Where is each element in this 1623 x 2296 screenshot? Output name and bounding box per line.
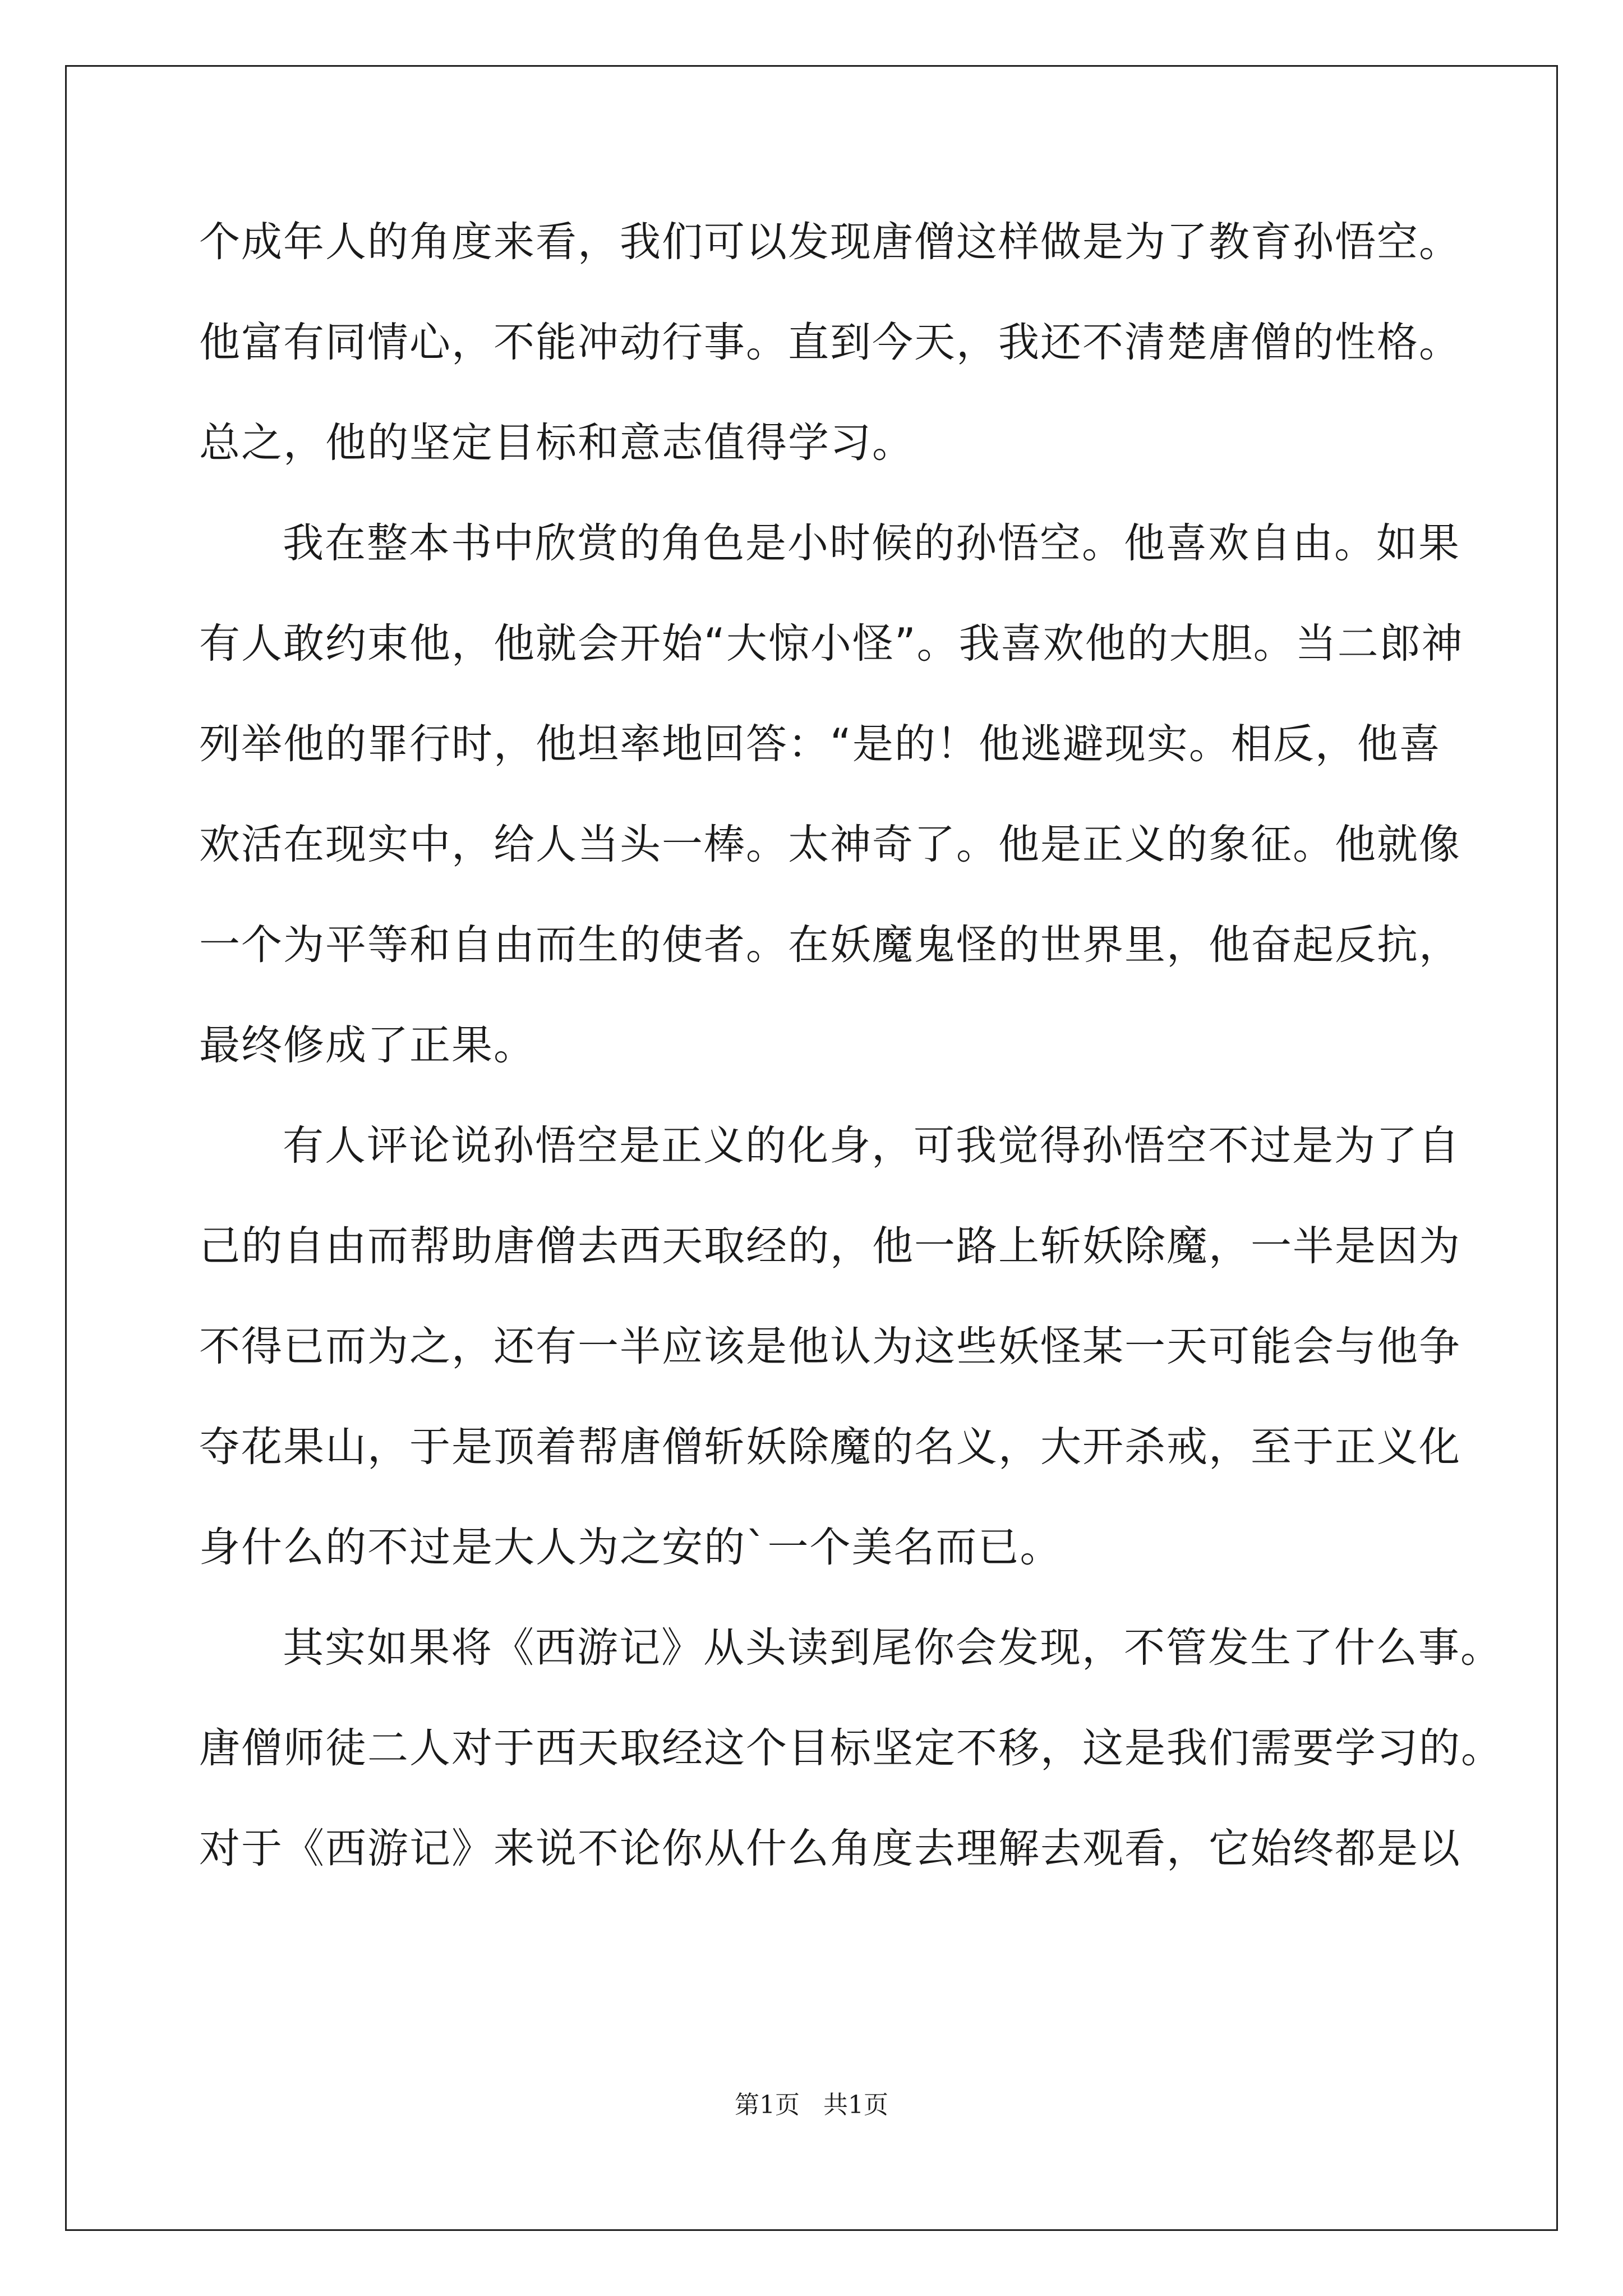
- text-line: 个成年人的角度来看，我们可以发现唐僧这样做是为了教育孙悟空。: [199, 218, 1461, 266]
- text-line: 他富有同情心，不能冲动行事。直到今天，我还不清楚唐僧的性格。: [199, 319, 1461, 366]
- page-footer: 第1页 共1页: [735, 2091, 888, 2119]
- text-line: 其实如果将《西游记》从头读到尾你会发现，不管发生了什么事。: [283, 1624, 1502, 1672]
- text-line: 欢活在现实中，给人当头一棒。太神奇了。他是正义的象征。他就像: [199, 821, 1461, 868]
- text-line: 总之，他的坚定目标和意志值得学习。: [199, 419, 914, 467]
- text-line: 身什么的不过是大人为之安的`一个美名而已。: [199, 1524, 1062, 1571]
- text-line: 有人敢约束他，他就会开始“大惊小怪”。我喜欢他的大胆。当二郎神: [199, 620, 1464, 668]
- text-line: 夺花果山，于是顶着帮唐僧斩妖除魔的名义，大开杀戒，至于正义化: [199, 1423, 1461, 1471]
- text-line: 我在整本书中欣赏的角色是小时候的孙悟空。他喜欢自由。如果: [283, 519, 1460, 567]
- paragraph: [199, 218, 1461, 519]
- text-line: 对于《西游记》来说不论你从什么角度去理解去观看，它始终都是以: [199, 1825, 1461, 1872]
- paragraph: [199, 1623, 1503, 1925]
- text-line: 己的自由而帮助唐僧去西天取经的，他一路上斩妖除魔，一半是因为: [199, 1222, 1461, 1270]
- paragraph: [199, 1121, 1461, 1623]
- text-line: 有人评论说孙悟空是正义的化身，可我觉得孙悟空不过是为了自: [283, 1122, 1460, 1170]
- text-line: 列举他的罪行时，他坦率地回答：“是的！他逃避现实。相反，他喜: [199, 720, 1441, 768]
- document-body: [199, 218, 1503, 1925]
- text-line: 唐僧师徒二人对于西天取经这个目标坚定不移，这是我们需要学习的。: [199, 1724, 1503, 1772]
- paragraph: [199, 519, 1464, 1121]
- text-line: 不得已而为之，还有一半应该是他认为这些妖怪某一天可能会与他争: [199, 1323, 1461, 1370]
- text-line: 最终修成了正果。: [199, 1022, 536, 1069]
- text-line: 一个为平等和自由而生的使者。在妖魔鬼怪的世界里，他奋起反抗，: [199, 921, 1461, 969]
